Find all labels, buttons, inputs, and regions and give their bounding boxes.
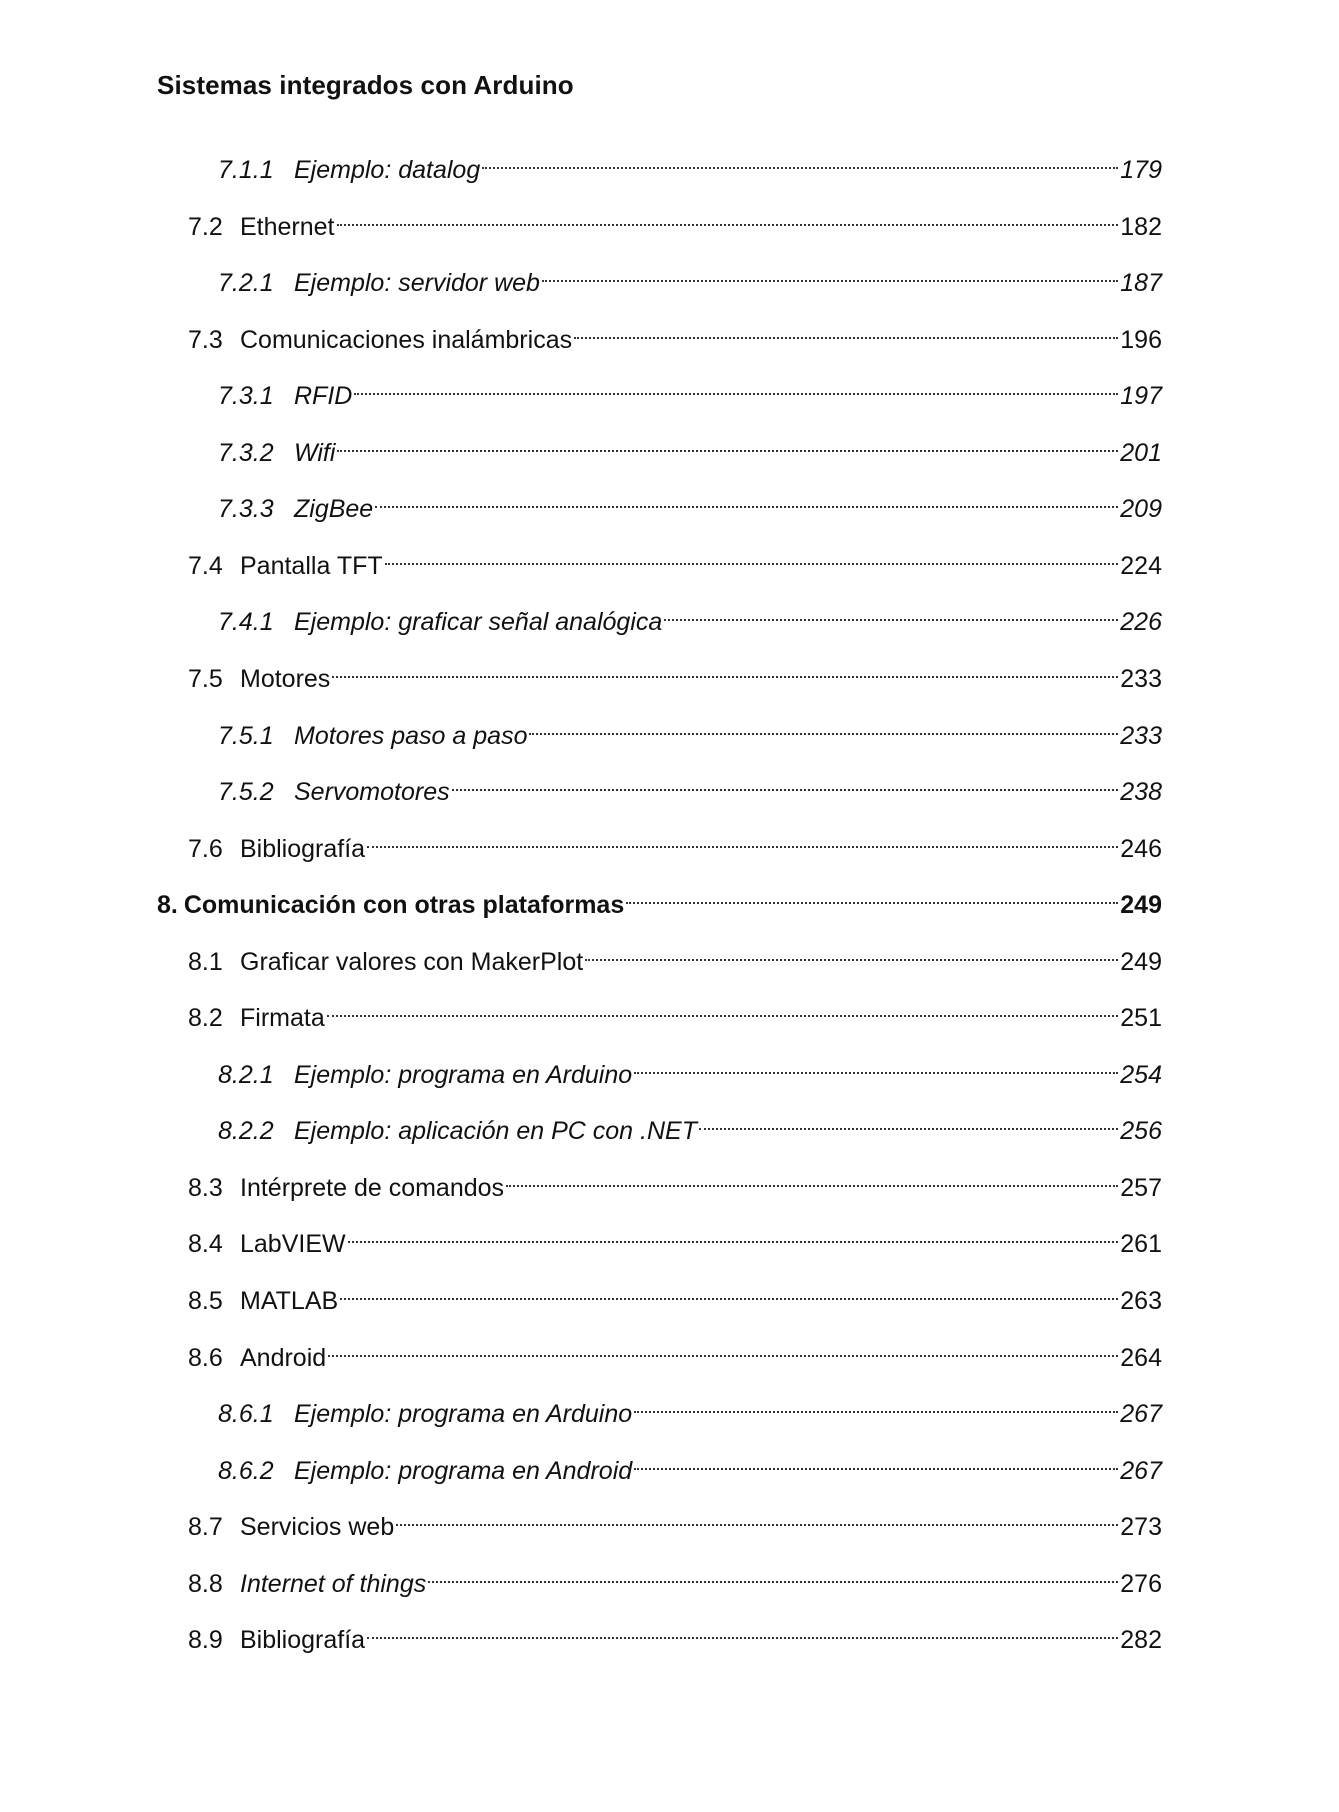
toc-entry-number: 7.6 [188, 835, 223, 863]
toc-entry-title: Servicios web [240, 1513, 395, 1541]
toc-entry[interactable] [188, 1614, 1162, 1654]
toc-entry-number: 8.1 [188, 948, 223, 976]
toc-entry-page: 179 [1120, 156, 1162, 184]
toc-entry[interactable] [188, 936, 1162, 976]
toc-dot-leader [574, 314, 1118, 348]
toc-entry-title: Servomotores [294, 778, 450, 806]
toc-dot-leader [452, 766, 1119, 800]
toc-entry[interactable] [188, 992, 1162, 1032]
toc-entry[interactable] [188, 1558, 1162, 1598]
toc-entry-page: 256 [1120, 1117, 1162, 1145]
toc-entry-number: 8.3 [188, 1174, 223, 1202]
toc-entry-title: Internet of things [240, 1570, 427, 1598]
toc-dot-leader [332, 653, 1118, 687]
toc-entry-number: 7.4 [188, 552, 223, 580]
toc-entry[interactable] [188, 314, 1162, 354]
toc-entry-title: Comunicación con otras plataformas [183, 891, 625, 919]
toc-entry-page: 264 [1120, 1344, 1162, 1372]
toc-entry[interactable] [188, 201, 1162, 241]
toc-entry-number: 7.2.1 [218, 269, 274, 297]
toc-entry-title: LabVIEW [240, 1230, 346, 1258]
toc-dot-leader [327, 992, 1119, 1026]
toc-dot-leader [337, 427, 1118, 461]
toc-entry-page: 233 [1120, 722, 1162, 750]
toc-entry[interactable] [218, 144, 1162, 184]
toc-dot-leader [634, 1445, 1118, 1479]
toc-dot-leader [664, 596, 1118, 630]
toc-dot-leader [367, 1614, 1118, 1648]
toc-entry-page: 261 [1120, 1230, 1162, 1258]
toc-entry-title: Motores [240, 665, 331, 693]
toc-entry-number: 8. [157, 891, 178, 919]
toc-entry-title: Ejemplo: datalog [294, 156, 481, 184]
toc-entry-number: 8.6.1 [218, 1400, 274, 1428]
toc-entry-number: 8.2.1 [218, 1061, 274, 1089]
toc-entry-title: Ejemplo: programa en Arduino [294, 1061, 633, 1089]
toc-entry-number: 8.9 [188, 1626, 223, 1654]
toc-dot-leader [340, 1275, 1118, 1309]
toc-entry-title: MATLAB [240, 1287, 339, 1315]
toc-entry[interactable] [218, 1445, 1162, 1485]
toc-entry[interactable] [218, 596, 1162, 636]
toc-entry[interactable] [188, 1501, 1162, 1541]
toc-entry-page: 267 [1120, 1400, 1162, 1428]
toc-entry[interactable] [218, 257, 1162, 297]
toc-entry-title: Bibliografía [240, 835, 366, 863]
toc-entry[interactable] [188, 1218, 1162, 1258]
toc-entry-title: Firmata [240, 1004, 325, 1032]
page-header-title: Sistemas integrados con Arduino [157, 70, 574, 100]
toc-entry-title: Graficar valores con MakerPlot [240, 948, 584, 976]
toc-entry-page: 233 [1120, 665, 1162, 693]
toc-entry-page: 267 [1120, 1457, 1162, 1485]
toc-entry-number: 7.5.2 [218, 778, 274, 806]
toc-entry-title: Ejemplo: graficar señal analógica [294, 608, 663, 636]
toc-entry-title: Ejemplo: programa en Android [294, 1457, 633, 1485]
toc-entry-page: 249 [1120, 948, 1162, 976]
toc-entry[interactable] [188, 540, 1162, 580]
toc-entry-number: 7.5.1 [218, 722, 274, 750]
toc-entry-title: Intérprete de comandos [240, 1174, 505, 1202]
toc-entry-title: RFID [294, 382, 353, 410]
toc-dot-leader [482, 144, 1118, 178]
toc-entry-title: Ethernet [240, 213, 335, 241]
toc-entry-page: 187 [1120, 269, 1162, 297]
toc-dot-leader [337, 201, 1119, 235]
toc-entry[interactable] [218, 427, 1162, 467]
toc-entry[interactable] [188, 1332, 1162, 1372]
toc-entry-title: Ejemplo: servidor web [294, 269, 540, 297]
toc-entry[interactable] [218, 710, 1162, 750]
toc-entry-page: 273 [1120, 1513, 1162, 1541]
toc-entry-page: 197 [1120, 382, 1162, 410]
toc-entry-page: 196 [1120, 326, 1162, 354]
toc-dot-leader [529, 710, 1118, 744]
toc-entry-number: 8.2 [188, 1004, 223, 1032]
toc-entry-title: Bibliografía [240, 1626, 366, 1654]
toc-entry-number: 8.6.2 [218, 1457, 274, 1485]
toc-entry[interactable] [188, 1275, 1162, 1315]
toc-entry[interactable] [188, 1162, 1162, 1202]
toc-entry-number: 7.5 [188, 665, 223, 693]
toc-dot-leader [585, 936, 1118, 970]
toc-entry-number: 7.3.1 [218, 382, 274, 410]
toc-dot-leader [626, 879, 1118, 913]
toc-entry-number: 8.4 [188, 1230, 223, 1258]
toc-dot-leader [328, 1332, 1118, 1366]
toc-entry[interactable] [218, 1388, 1162, 1428]
toc-entry-title: Ejemplo: aplicación en PC con .NET [294, 1117, 697, 1145]
toc-dot-leader [699, 1105, 1118, 1139]
toc-entry-page: 251 [1120, 1004, 1162, 1032]
toc-entry[interactable] [188, 823, 1162, 863]
toc-entry-page: 257 [1120, 1174, 1162, 1202]
toc-entry-title: Motores paso a paso [294, 722, 528, 750]
toc-entry-page: 246 [1120, 835, 1162, 863]
toc-dot-leader [385, 540, 1119, 574]
toc-entry-page: 226 [1120, 608, 1162, 636]
toc-entry-number: 7.3.3 [218, 495, 274, 523]
toc-entry-page: 254 [1120, 1061, 1162, 1089]
toc-entry[interactable] [157, 879, 1162, 919]
toc-entry-title: ZigBee [294, 495, 374, 523]
toc-entry-number: 7.1.1 [218, 156, 274, 184]
toc-entry[interactable] [218, 1105, 1162, 1145]
toc-entry-number: 7.2 [188, 213, 223, 241]
toc-dot-leader [367, 823, 1118, 857]
toc-entry-number: 8.2.2 [218, 1117, 274, 1145]
toc-entry-page: 276 [1120, 1570, 1162, 1598]
toc-entry-page: 249 [1120, 891, 1162, 919]
toc-entry[interactable] [218, 370, 1162, 410]
toc-entry-number: 8.7 [188, 1513, 223, 1541]
toc-dot-leader [634, 1388, 1118, 1422]
toc-entry-number: 7.3 [188, 326, 223, 354]
toc-dot-leader [348, 1218, 1119, 1252]
toc-dot-leader [542, 257, 1118, 291]
toc-entry-page: 201 [1120, 439, 1162, 467]
toc-entry-page: 263 [1120, 1287, 1162, 1315]
toc-entry-title: Android [240, 1344, 327, 1372]
toc-entry-page: 209 [1120, 495, 1162, 523]
toc-entry-page: 224 [1120, 552, 1162, 580]
toc-dot-leader [375, 483, 1118, 517]
toc-dot-leader [396, 1501, 1118, 1535]
toc-entry-title: Comunicaciones inalámbricas [240, 326, 573, 354]
toc-entry-number: 8.8 [188, 1570, 223, 1598]
toc-dot-leader [634, 1049, 1118, 1083]
toc-entry[interactable] [218, 766, 1162, 806]
toc-entry-page: 282 [1120, 1626, 1162, 1654]
toc-entry[interactable] [218, 483, 1162, 523]
toc-entry-title: Wifi [294, 439, 336, 467]
toc-dot-leader [428, 1558, 1118, 1592]
toc-entry-number: 7.3.2 [218, 439, 274, 467]
toc-entry[interactable] [188, 653, 1162, 693]
toc-dot-leader [354, 370, 1118, 404]
toc-entry-page: 238 [1120, 778, 1162, 806]
toc-entry-title: Ejemplo: programa en Arduino [294, 1400, 633, 1428]
toc-entry-page: 182 [1120, 213, 1162, 241]
toc-entry-number: 8.6 [188, 1344, 223, 1372]
toc-entry-number: 7.4.1 [218, 608, 274, 636]
toc-entry[interactable] [218, 1049, 1162, 1089]
toc-dot-leader [506, 1162, 1118, 1196]
toc-entry-number: 8.5 [188, 1287, 223, 1315]
toc-entry-title: Pantalla TFT [240, 552, 383, 580]
